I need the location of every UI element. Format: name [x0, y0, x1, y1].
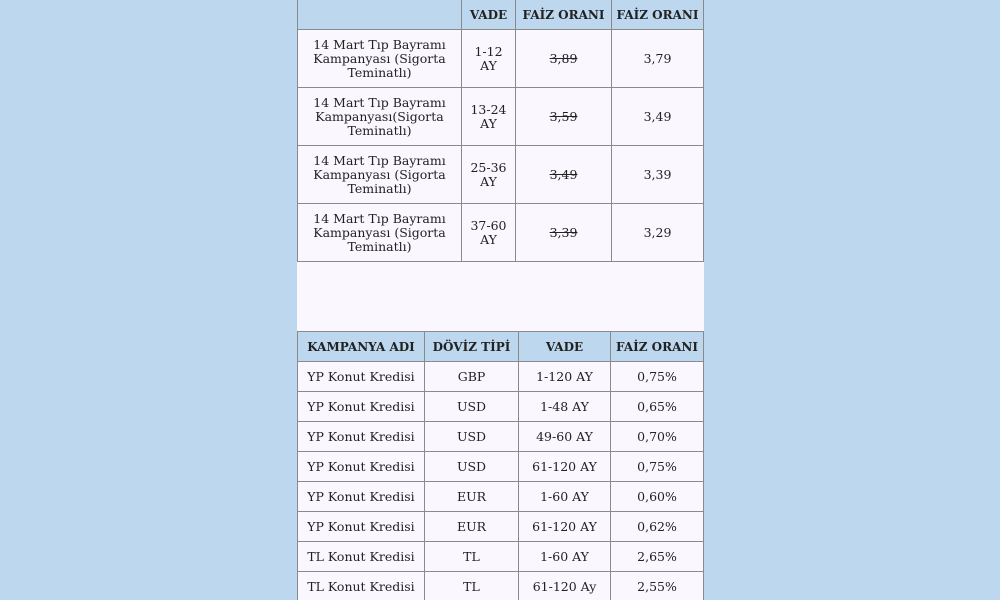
term-cell: 61-120 Ay [519, 572, 611, 600]
table-row [298, 512, 704, 542]
campaign-name-cell: 14 Mart Tıp Bayramı Kampanyası (Sigorta Teminatlı) [298, 204, 462, 262]
old-rate-cell: 3,39 [516, 204, 612, 262]
term-cell: 37-60 AY [462, 204, 516, 262]
table-row [298, 392, 704, 422]
campaign-name-cell: YP Konut Kredisi [298, 422, 425, 452]
new-rate-cell: 3,49 [612, 88, 704, 146]
term-cell: 49-60 AY [519, 422, 611, 452]
campaign-rate-table [297, 0, 704, 262]
campaign-name-cell: YP Konut Kredisi [298, 362, 425, 392]
campaign-name-cell: YP Konut Kredisi [298, 452, 425, 482]
term-cell: 1-60 AY [519, 542, 611, 572]
currency-cell: TL [425, 572, 519, 600]
currency-cell: GBP [425, 362, 519, 392]
currency-cell: USD [425, 452, 519, 482]
old-rate-cell: 3,89 [516, 30, 612, 88]
old-rate-cell: 3,49 [516, 146, 612, 204]
new-rate-cell: 3,39 [612, 146, 704, 204]
campaign-name-cell: YP Konut Kredisi [298, 512, 425, 542]
term-cell: 1-48 AY [519, 392, 611, 422]
currency-cell: USD [425, 422, 519, 452]
old-rate-cell: 3,59 [516, 88, 612, 146]
term-cell: 1-60 AY [519, 482, 611, 512]
currency-cell: USD [425, 392, 519, 422]
term-cell: 25-36 AY [462, 146, 516, 204]
campaign-name-cell: YP Konut Kredisi [298, 482, 425, 512]
campaign-name-cell: 14 Mart Tıp Bayramı Kampanyası (Sigorta Teminatlı) [298, 146, 462, 204]
campaign-name-cell: 14 Mart Tıp Bayramı Kampanyası(Sigorta Teminatlı) [298, 88, 462, 146]
rate-cell: 0,62% [611, 512, 704, 542]
header-cell: KAMPANYA ADI [298, 332, 425, 362]
rate-cell: 0,75% [611, 452, 704, 482]
campaign-name-cell: TL Konut Kredisi [298, 572, 425, 600]
table-row [298, 204, 704, 262]
content-panel [297, 0, 704, 600]
rate-cell: 0,75% [611, 362, 704, 392]
new-rate-cell: 3,29 [612, 204, 704, 262]
new-rate-cell: 3,79 [612, 30, 704, 88]
rate-cell: 2,65% [611, 542, 704, 572]
table-row [298, 542, 704, 572]
table-row [298, 422, 704, 452]
term-cell: 61-120 AY [519, 512, 611, 542]
table-header-row [298, 332, 704, 362]
rate-cell: 0,70% [611, 422, 704, 452]
rate-cell: 2,55% [611, 572, 704, 600]
table-row [298, 482, 704, 512]
header-cell: FAİZ ORANI [612, 0, 704, 30]
table-header-row [298, 0, 704, 30]
table-row [298, 362, 704, 392]
term-cell: 1-12 AY [462, 30, 516, 88]
campaign-name-cell: TL Konut Kredisi [298, 542, 425, 572]
table-row [298, 146, 704, 204]
campaign-name-cell: 14 Mart Tıp Bayramı Kampanyası (Sigorta Teminatlı) [298, 30, 462, 88]
rate-cell: 0,65% [611, 392, 704, 422]
campaign-name-cell: YP Konut Kredisi [298, 392, 425, 422]
table-row [298, 88, 704, 146]
currency-cell: EUR [425, 482, 519, 512]
term-cell: 61-120 AY [519, 452, 611, 482]
term-cell: 1-120 AY [519, 362, 611, 392]
rate-cell: 0,60% [611, 482, 704, 512]
header-cell: VADE [462, 0, 516, 30]
header-cell: DÖVİZ TİPİ [425, 332, 519, 362]
header-cell: VADE [519, 332, 611, 362]
table-row [298, 452, 704, 482]
table-row [298, 30, 704, 88]
currency-cell: TL [425, 542, 519, 572]
term-cell: 13-24 AY [462, 88, 516, 146]
currency-cell: EUR [425, 512, 519, 542]
mortgage-rate-table [297, 331, 704, 600]
header-cell: FAİZ ORANI [611, 332, 704, 362]
table-row [298, 572, 704, 600]
header-cell [298, 0, 462, 30]
header-cell: FAİZ ORANI [516, 0, 612, 30]
